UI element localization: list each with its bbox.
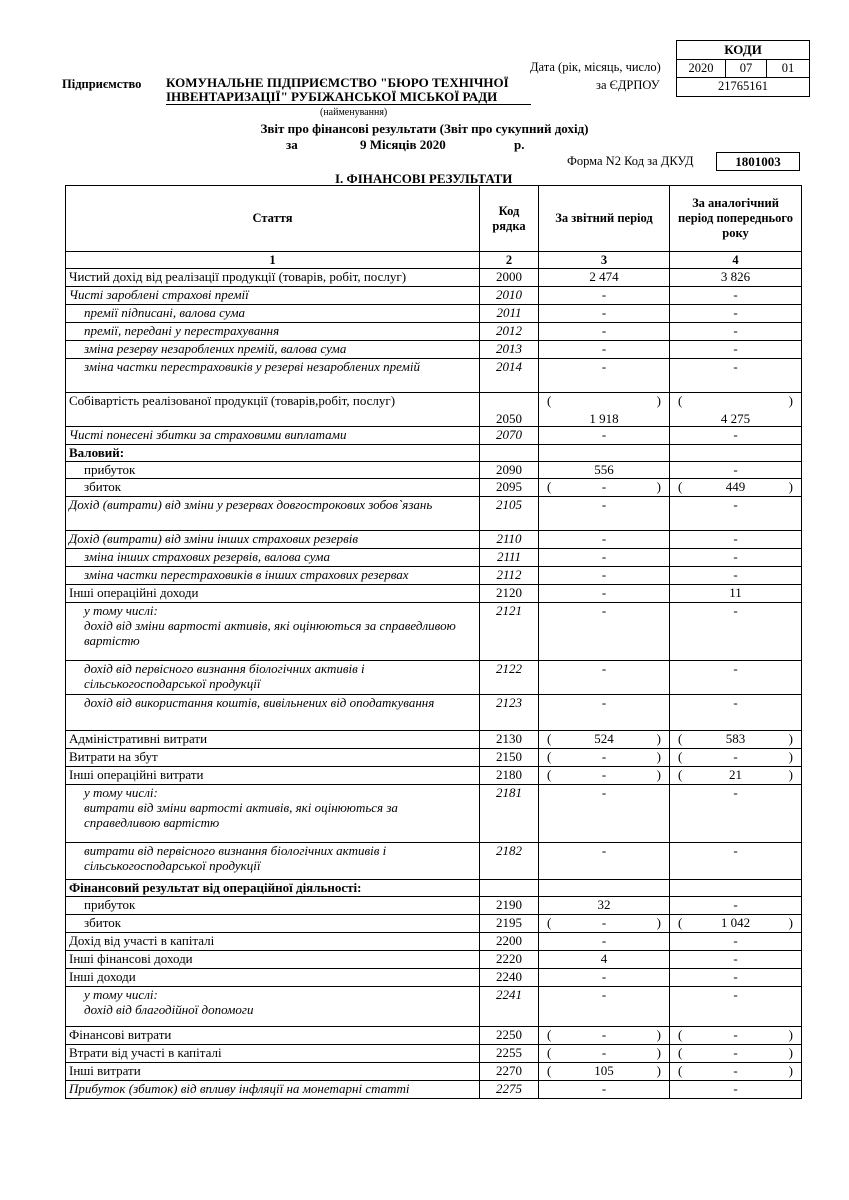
row-sublabel: у тому числі:: [84, 785, 158, 800]
value-text: 105: [594, 1063, 614, 1078]
open-paren: (: [678, 1063, 683, 1078]
row-label: [66, 269, 480, 287]
table-row: [66, 987, 802, 1027]
current-period-value: [539, 880, 670, 897]
row-sublabel: у тому числі:: [84, 603, 158, 618]
table-row: [66, 462, 802, 479]
previous-period-value: -: [670, 695, 802, 731]
value-text: -: [733, 1027, 738, 1042]
close-paren: ): [788, 479, 793, 494]
previous-period-value: [670, 1045, 802, 1063]
open-paren: (: [547, 767, 552, 782]
row-code: 2122: [480, 661, 539, 695]
open-paren: (: [547, 479, 552, 494]
enterprise-name: [166, 76, 509, 104]
row-label: [66, 531, 480, 549]
previous-period-value: [670, 880, 802, 897]
row-label: [66, 933, 480, 951]
table-row: [66, 567, 802, 585]
previous-period-value: -: [670, 661, 802, 695]
row-code: 2182: [480, 843, 539, 880]
value-text: 524: [594, 731, 614, 746]
table-row: [66, 1045, 802, 1063]
row-code: 2010: [480, 287, 539, 305]
report-title: Звіт про фінансові результати (Звіт про сукупний дохід): [260, 121, 589, 136]
row-label-text: збиток: [84, 479, 122, 494]
row-label-text: Чистий дохід від реалізації продукції (товарів, робіт, послуг): [69, 269, 407, 284]
table-row: [66, 749, 802, 767]
row-label-text: Фінансовий результат від операційної діяльності:: [69, 880, 362, 895]
row-label: [66, 767, 480, 785]
row-code: 2181: [480, 785, 539, 843]
row-code: 2095: [480, 479, 539, 497]
row-label: [66, 462, 480, 479]
value-text: -: [601, 749, 607, 764]
row-label: [66, 585, 480, 603]
table-row: [66, 1063, 802, 1081]
row-label-text: прибуток: [84, 462, 136, 477]
table-row: [66, 603, 802, 661]
previous-period-value: -: [670, 603, 802, 661]
open-paren: (: [547, 731, 552, 746]
open-paren: (: [547, 1027, 552, 1042]
previous-period-value: -: [670, 1081, 802, 1099]
previous-period-value: [670, 1063, 802, 1081]
row-code: 2241: [480, 987, 539, 1027]
close-paren: ): [656, 1045, 661, 1060]
edrpou-code: 21765161: [718, 79, 768, 93]
current-period-value: -: [539, 661, 670, 695]
col-number: 3: [539, 252, 670, 269]
row-code: 2200: [480, 933, 539, 951]
close-paren: ): [656, 767, 661, 782]
row-code: 2270: [480, 1063, 539, 1081]
current-period-value: [539, 767, 670, 785]
table-row: [66, 497, 802, 531]
row-label: [66, 341, 480, 359]
row-label-text: премії, передані у перестрахування: [84, 323, 280, 338]
row-label-text: Втрати від участі в капіталі: [69, 1045, 222, 1060]
previous-period-value: 3 826: [670, 269, 802, 287]
open-paren: (: [547, 393, 552, 408]
table-row: [66, 661, 802, 695]
current-period-value: -: [539, 585, 670, 603]
table-row: [66, 951, 802, 969]
period: 9 Місяців 2020: [360, 137, 446, 152]
current-period-value: [539, 731, 670, 749]
value-text: -: [601, 1045, 607, 1060]
previous-period-value: [670, 767, 802, 785]
row-code: [480, 445, 539, 462]
previous-period-value: [670, 749, 802, 767]
close-paren: ): [656, 749, 661, 764]
value-text: -: [733, 749, 738, 764]
col-number: 2: [480, 252, 539, 269]
value-text: 21: [729, 767, 742, 782]
row-label: [66, 323, 480, 341]
row-code: 2112: [480, 567, 539, 585]
previous-period-value: [670, 479, 802, 497]
current-period-value: 2 474: [539, 269, 670, 287]
row-label: [66, 1027, 480, 1045]
current-period-value: -: [539, 287, 670, 305]
open-paren: (: [678, 1027, 683, 1042]
section-title: I. ФІНАНСОВІ РЕЗУЛЬТАТИ: [335, 171, 513, 186]
previous-period-value: -: [670, 531, 802, 549]
row-code: 2130: [480, 731, 539, 749]
row-label-text: Фінансові витрати: [69, 1027, 172, 1042]
current-period-value: [539, 1045, 670, 1063]
current-period-value: -: [539, 549, 670, 567]
row-label-text: дохід від зміни вартості активів, які оцінюються за справедливою вартістю: [84, 618, 456, 648]
value-text: -: [601, 1027, 607, 1042]
value-text: 449: [725, 479, 746, 494]
table-row: [66, 287, 802, 305]
value-text: -: [601, 767, 607, 782]
close-paren: ): [788, 1027, 793, 1042]
current-period-value: -: [539, 497, 670, 531]
close-paren: ): [788, 749, 793, 764]
row-label: [66, 359, 480, 393]
open-paren: (: [678, 731, 683, 746]
current-period-value: [539, 1027, 670, 1045]
row-label-text: прибуток: [84, 897, 136, 912]
row-label: [66, 843, 480, 880]
col-header-previous: За аналогічний період попереднього року: [670, 186, 802, 252]
previous-period-value: [670, 731, 802, 749]
row-code: 2150: [480, 749, 539, 767]
previous-period-value: -: [670, 341, 802, 359]
value-text: -: [601, 479, 607, 494]
current-period-value: [539, 1063, 670, 1081]
table-row: [66, 393, 802, 427]
previous-period-value: -: [670, 497, 802, 531]
current-period-value: -: [539, 359, 670, 393]
row-label: [66, 987, 480, 1027]
enterprise-name-line1: КОМУНАЛЬНЕ ПІДПРИЄМСТВО "БЮРО ТЕХНІЧНОЇ: [166, 75, 509, 90]
row-code: 2013: [480, 341, 539, 359]
open-paren: (: [678, 749, 683, 764]
row-label: [66, 915, 480, 933]
current-period-value: -: [539, 323, 670, 341]
name-underline: [166, 104, 531, 105]
row-label-text: Інші фінансові доходи: [69, 951, 193, 966]
row-code: 2220: [480, 951, 539, 969]
table-row: [66, 1081, 802, 1099]
period-prefix: за: [286, 137, 298, 152]
row-code: 2180: [480, 767, 539, 785]
previous-period-value: -: [670, 305, 802, 323]
close-paren: ): [656, 393, 661, 408]
close-paren: ): [656, 915, 661, 930]
row-label: [66, 497, 480, 531]
row-code: 2111: [480, 549, 539, 567]
financial-results-table: [65, 185, 802, 1099]
table-row: [66, 785, 802, 843]
open-paren: (: [547, 749, 552, 764]
previous-period-value: -: [670, 287, 802, 305]
row-label-text: зміна інших страхових резервів, валова сума: [84, 549, 330, 564]
close-paren: ): [656, 1063, 661, 1078]
row-label: [66, 749, 480, 767]
current-period-value: [539, 393, 670, 427]
row-label-text: Інші операційні витрати: [69, 767, 204, 782]
table-row: [66, 1027, 802, 1045]
row-label-text: Дохід (витрати) від зміни інших страхових резервів: [69, 531, 358, 546]
row-label: [66, 731, 480, 749]
row-code: 2105: [480, 497, 539, 531]
previous-period-value: -: [670, 897, 802, 915]
close-paren: ): [788, 393, 793, 408]
current-period-value: -: [539, 969, 670, 987]
previous-period-value: -: [670, 969, 802, 987]
current-period-value: [539, 445, 670, 462]
row-code: 2123: [480, 695, 539, 731]
row-label-text: Інші витрати: [69, 1063, 141, 1078]
current-period-value: [539, 749, 670, 767]
open-paren: (: [547, 1063, 552, 1078]
row-label-text: зміна частки перестраховиків у резерві незароблених премій: [84, 359, 420, 374]
row-label-text: премії підписані, валова сума: [84, 305, 246, 320]
row-code: 2120: [480, 585, 539, 603]
row-label: [66, 305, 480, 323]
current-period-value: [539, 479, 670, 497]
row-label: [66, 880, 480, 897]
table-row: [66, 933, 802, 951]
previous-period-value: -: [670, 462, 802, 479]
previous-period-value: [670, 393, 802, 427]
previous-period-value: 11: [670, 585, 802, 603]
table-row: [66, 427, 802, 445]
current-period-value: -: [539, 531, 670, 549]
open-paren: (: [547, 915, 552, 930]
table-row: [66, 359, 802, 393]
table-row: [66, 695, 802, 731]
row-label-text: витрати від зміни вартості активів, які оцінюються за справедливою вартістю: [84, 800, 398, 830]
close-paren: ): [788, 915, 793, 930]
table-row: [66, 479, 802, 497]
value-text: -: [733, 1063, 738, 1078]
codes-box: [676, 40, 810, 97]
row-code: 2250: [480, 1027, 539, 1045]
row-label-text: Собівартість реалізованої продукції (товарів,робіт, послуг): [69, 393, 396, 408]
row-label: [66, 785, 480, 843]
row-label-text: Валовий:: [69, 445, 125, 460]
row-code: [480, 880, 539, 897]
row-label-text: Прибуток (збиток) від впливу інфляції на монетарні статті: [69, 1081, 410, 1096]
table-row: [66, 731, 802, 749]
close-paren: ): [656, 1027, 661, 1042]
row-label: [66, 549, 480, 567]
date-year: 2020: [677, 60, 726, 77]
value-text: -: [601, 915, 607, 930]
row-label-text: зміна резерву незароблених премій, валова сума: [84, 341, 347, 356]
current-period-value: -: [539, 987, 670, 1027]
row-sublabel: у тому числі:: [84, 987, 158, 1002]
close-paren: ): [656, 479, 661, 494]
table-row: [66, 305, 802, 323]
previous-period-value: [670, 915, 802, 933]
row-code: 2255: [480, 1045, 539, 1063]
current-period-value: 556: [539, 462, 670, 479]
row-label: [66, 951, 480, 969]
current-period-value: -: [539, 427, 670, 445]
enterprise-name-line2: ІНВЕНТАРИЗАЦІЇ" РУБІЖАНСЬКОЇ МІСЬКОЇ РАДИ: [166, 89, 498, 104]
open-paren: (: [547, 1045, 552, 1060]
row-code: 2195: [480, 915, 539, 933]
enterprise-label: Підприємство: [62, 77, 142, 91]
open-paren: (: [678, 767, 683, 782]
edrpou-label: за ЄДРПОУ: [596, 78, 660, 92]
value-text: 1 042: [720, 915, 751, 930]
col-number: 1: [66, 252, 480, 269]
previous-period-value: [670, 445, 802, 462]
current-period-value: 4: [539, 951, 670, 969]
row-label-text: Чисті зароблені страхові премії: [69, 287, 249, 302]
date-label: Дата (рік, місяць, число): [530, 60, 661, 74]
current-period-value: -: [539, 603, 670, 661]
row-label: [66, 661, 480, 695]
row-label: [66, 1081, 480, 1099]
row-label-text: Витрати на збут: [69, 749, 158, 764]
row-code: 2000: [480, 269, 539, 287]
table-row: [66, 897, 802, 915]
current-period-value: -: [539, 933, 670, 951]
current-period-value: -: [539, 843, 670, 880]
table-row: [66, 549, 802, 567]
row-label-text: Інші доходи: [69, 969, 136, 984]
previous-period-value: -: [670, 951, 802, 969]
table-row: [66, 269, 802, 287]
row-code: 2011: [480, 305, 539, 323]
row-code: 2190: [480, 897, 539, 915]
open-paren: (: [678, 1045, 683, 1060]
table-row: [66, 323, 802, 341]
row-label-text: Дохід від участі в капіталі: [69, 933, 215, 948]
table-row: [66, 341, 802, 359]
row-label: [66, 695, 480, 731]
row-label: [66, 969, 480, 987]
open-paren: (: [678, 915, 683, 930]
row-label: [66, 567, 480, 585]
row-label-text: збиток: [84, 915, 122, 930]
current-period-value: -: [539, 305, 670, 323]
date-day: 01: [781, 61, 795, 75]
previous-period-value: -: [670, 427, 802, 445]
previous-period-value: -: [670, 843, 802, 880]
row-label: [66, 393, 480, 427]
close-paren: ): [788, 1063, 793, 1078]
row-label: [66, 603, 480, 661]
row-label-text: витрати від первісного визнання біологічних активів і сільськогосподарської продукції: [84, 843, 387, 873]
row-code: 2014: [480, 359, 539, 393]
table-row: [66, 585, 802, 603]
col-header-current: За звітний період: [539, 186, 670, 252]
row-label-text: дохід від благодійної допомоги: [84, 1002, 254, 1017]
open-paren: (: [678, 393, 683, 408]
row-code: 2110: [480, 531, 539, 549]
close-paren: ): [788, 1045, 793, 1060]
row-label: [66, 1045, 480, 1063]
row-label: [66, 1063, 480, 1081]
row-label: [66, 445, 480, 462]
row-label-text: Дохід (витрати) від зміни у резервах довгострокових зобов`язань: [69, 497, 433, 512]
row-label: [66, 427, 480, 445]
row-label-text: дохід від використання коштів, вивільнених від оподаткування: [84, 695, 435, 710]
current-period-value: -: [539, 341, 670, 359]
row-label: [66, 897, 480, 915]
table-row: [66, 445, 802, 462]
previous-period-value: -: [670, 933, 802, 951]
previous-period-value: -: [670, 323, 802, 341]
current-period-value: -: [539, 567, 670, 585]
date-month: 07: [726, 60, 767, 77]
table-body: [66, 269, 802, 1099]
row-code: 2275: [480, 1081, 539, 1099]
row-label: [66, 287, 480, 305]
row-label-text: Адміністративні витрати: [69, 731, 208, 746]
value-text: 583: [725, 731, 746, 746]
codes-title: КОДИ: [677, 41, 809, 60]
table-row: [66, 915, 802, 933]
row-code: 2121: [480, 603, 539, 661]
row-label-text: зміна частки перестраховиків в інших страхових резервах: [84, 567, 409, 582]
value-text: 4 275: [720, 411, 751, 426]
col-header-article: Стаття: [66, 186, 480, 252]
previous-period-value: -: [670, 567, 802, 585]
current-period-value: 32: [539, 897, 670, 915]
row-code: 2240: [480, 969, 539, 987]
value-text: 1 918: [589, 411, 619, 426]
col-header-code: Код рядка: [480, 186, 539, 252]
row-label-text: Чисті понесені збитки за страховими виплатами: [69, 427, 347, 442]
row-label: [66, 479, 480, 497]
row-code: 2070: [480, 427, 539, 445]
table-row: [66, 531, 802, 549]
previous-period-value: -: [670, 549, 802, 567]
current-period-value: [539, 915, 670, 933]
current-period-value: -: [539, 785, 670, 843]
previous-period-value: -: [670, 785, 802, 843]
open-paren: (: [678, 479, 683, 494]
value-text: -: [733, 1045, 738, 1060]
current-period-value: -: [539, 695, 670, 731]
period-suffix: р.: [514, 137, 525, 152]
row-code: 2050: [480, 393, 539, 427]
previous-period-value: [670, 1027, 802, 1045]
table-row: [66, 880, 802, 897]
row-code: 2090: [480, 462, 539, 479]
close-paren: ): [656, 731, 661, 746]
close-paren: ): [788, 767, 793, 782]
previous-period-value: -: [670, 987, 802, 1027]
dkud-code: 1801003: [716, 152, 800, 171]
previous-period-value: -: [670, 359, 802, 393]
name-caption: (найменування): [320, 107, 388, 118]
col-number: 4: [670, 252, 802, 269]
row-label-text: Інші операційні доходи: [69, 585, 199, 600]
close-paren: ): [788, 731, 793, 746]
table-row: [66, 969, 802, 987]
table-row: [66, 843, 802, 880]
row-code: 2012: [480, 323, 539, 341]
form-label: Форма N2 Код за ДКУД: [567, 154, 694, 168]
date-row: [677, 60, 809, 78]
table-row: [66, 767, 802, 785]
row-label-text: дохід від первісного визнання біологічних активів і сільськогосподарської продукції: [84, 661, 365, 691]
current-period-value: -: [539, 1081, 670, 1099]
